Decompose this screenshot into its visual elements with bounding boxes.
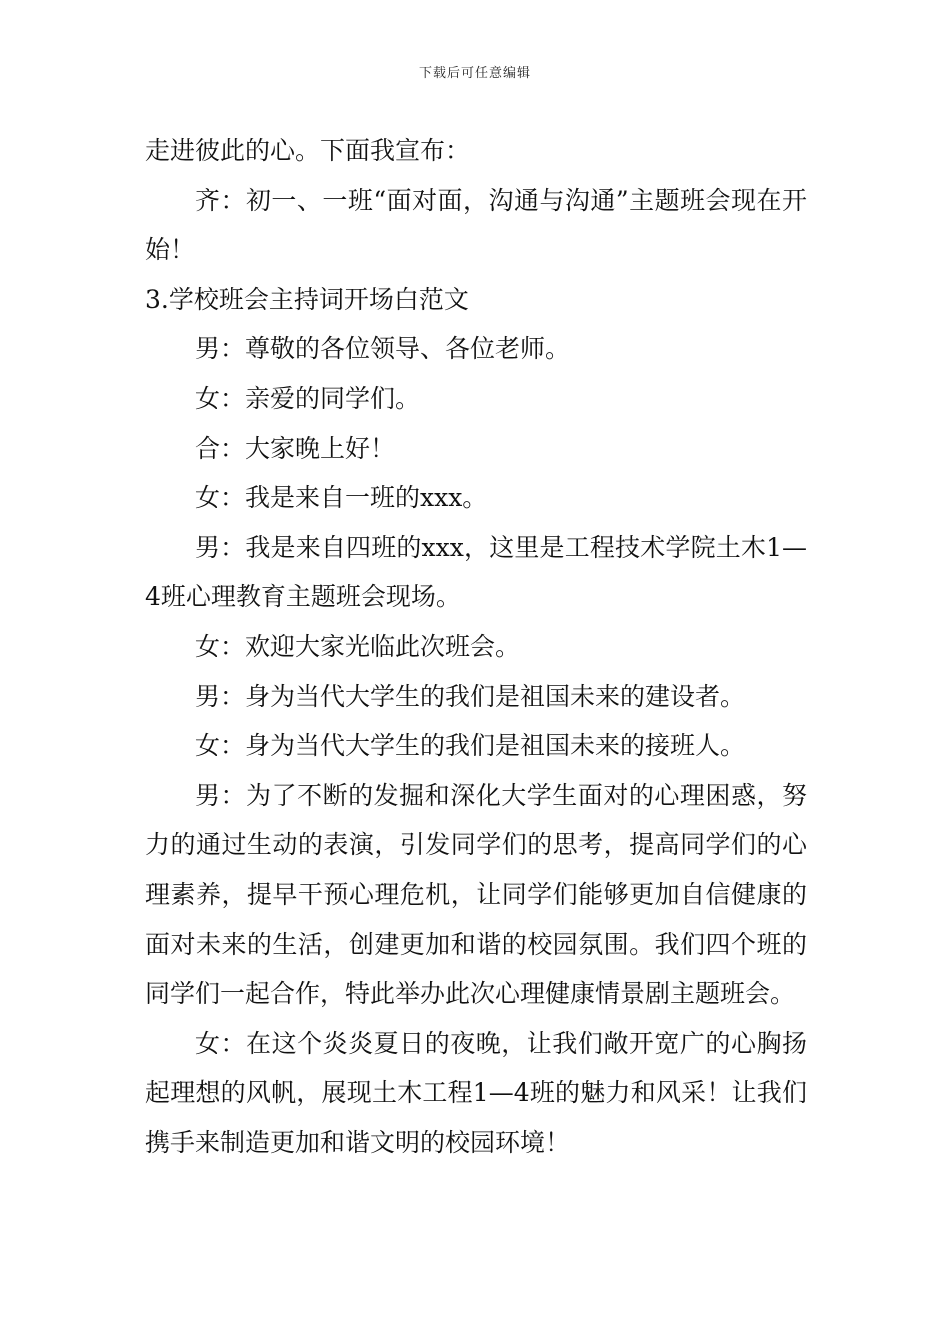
paragraph-8: 男：我是来自四班的xxx，这里是工程技术学院土木1—4班心理教育主题班会现场。 [145, 532, 807, 612]
document-body [145, 126, 807, 1167]
paragraph-12: 男：为了不断的发掘和深化大学生面对的心理困惑，努力的通过生动的表演，引发同学们的思考，提高同学们的心理素养，提早干预心理危机，让同学们能够更加自信健康的面对未来的生活，创建更加和谐的校园氛围。我们四个班的同学们一起合作，特此举办此次心理健康情景剧主题班会。 [145, 780, 807, 1009]
paragraph-1: 走进彼此的心。下面我宣布： [145, 136, 471, 165]
paragraph-5: 女：亲爱的同学们。 [195, 383, 421, 413]
page-header: 下载后可任意编辑 [418, 66, 531, 81]
paragraph-2: 齐：初一、一班“面对面，沟通与沟通”主题班会现在开始！ [145, 185, 807, 265]
paragraph-4: 男：尊敬的各位领导、各位老师。 [195, 334, 571, 364]
paragraph-6: 合：大家晚上好！ [195, 433, 396, 463]
paragraph-13: 女：在这个炎炎夏日的夜晚，让我们敞开宽广的心胸扬起理想的风帆，展现土木工程1—4班的魅力和风采！让我们携手来制造更加和谐文明的校园环境！ [145, 1028, 807, 1157]
paragraph-10: 男：身为当代大学生的我们是祖国未来的建设者。 [195, 681, 746, 711]
section-heading: 3.学校班会主持词开场白范文 [145, 284, 469, 314]
paragraph-7: 女：我是来自一班的xxx。 [195, 483, 488, 513]
paragraph-11: 女：身为当代大学生的我们是祖国未来的接班人。 [195, 731, 746, 761]
paragraph-9: 女：欢迎大家光临此次班会。 [195, 631, 521, 661]
